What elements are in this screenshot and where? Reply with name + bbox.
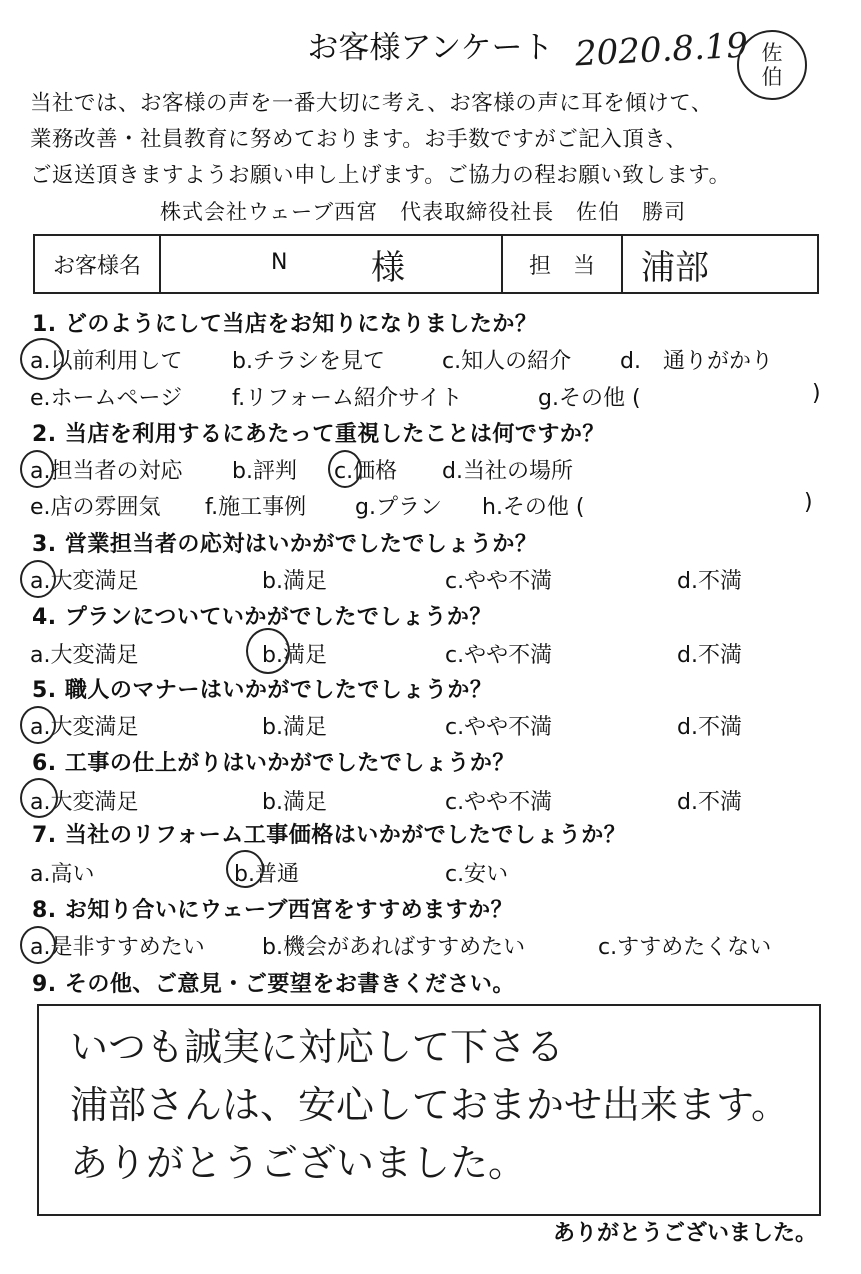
- question-8: 8. お知り合いにウェーブ西宮をすすめますか？: [32, 898, 514, 923]
- option-3d: d.不満: [677, 569, 742, 594]
- question-1: 1. どのようにして当店をお知りになりましたか？: [32, 312, 538, 337]
- seal-char: 伯: [761, 65, 783, 89]
- option-2a: a.担当者の対応: [30, 459, 183, 484]
- question-7: 7. 当社のリフォーム工事価格はいかがでしたでしょうか？: [32, 823, 627, 848]
- option-7c: c.安い: [445, 862, 509, 887]
- intro-line: 当社では、お客様の声を一番大切に考え、お客様の声に耳を傾けて、: [30, 91, 713, 116]
- comment-line: 浦部さんは、安心しておまかせ出来ます。: [70, 1083, 789, 1127]
- option-2h: h.その他 (: [482, 495, 585, 520]
- intro-line: 業務改善・社員教育に努めております。お手数ですがご記入頂き、: [30, 127, 688, 152]
- option-4c: c.やや不満: [445, 643, 553, 668]
- option-3a: a.大変満足: [30, 569, 139, 594]
- option-1e: e.ホームページ: [30, 386, 183, 411]
- option-2e: e.店の雰囲気: [30, 495, 161, 520]
- option-8b: b.機会があればすすめたい: [262, 935, 526, 960]
- option-2b: b.評判: [232, 459, 297, 484]
- option-2h-close: ): [804, 490, 813, 515]
- option-5a: a.大変満足: [30, 715, 139, 740]
- question-5: 5. 職人のマナーはいかがでしたでしょうか？: [32, 678, 493, 703]
- customer-sama: 様: [371, 248, 405, 288]
- comment-line: いつも誠実に対応して下さる: [70, 1025, 565, 1069]
- question-4: 4. プランについていかがでしたでしょうか？: [32, 605, 492, 630]
- option-1b: b.チラシを見て: [232, 349, 385, 374]
- option-1g-close: ): [812, 381, 821, 406]
- selected-circle: [328, 450, 362, 488]
- staff-label: 担 当: [502, 235, 622, 293]
- option-8c: c.すすめたくない: [598, 935, 772, 960]
- option-6b: b.満足: [262, 790, 327, 815]
- option-6d: d.不満: [677, 790, 742, 815]
- option-2f: f.施工事例: [205, 495, 307, 520]
- footer-thanks: ありがとうございました。: [552, 1221, 817, 1246]
- question-2: 2. 当店を利用するにあたって重視したことは何ですか？: [32, 422, 605, 447]
- option-2c: c.価格: [334, 459, 398, 484]
- customer-table: [33, 234, 819, 294]
- option-4a: a.大変満足: [30, 643, 139, 668]
- company-line: 株式会社ウェーブ西宮 代表取締役社長 佐伯 勝司: [160, 200, 687, 224]
- option-1f: f.リフォーム紹介サイト: [232, 386, 463, 411]
- option-8a: a.是非すすめたい: [30, 935, 205, 960]
- option-2g: g.プラン: [355, 495, 442, 520]
- option-7a: a.高い: [30, 862, 95, 887]
- question-9: 9. その他、ご意見・ご要望をお書きください。: [32, 972, 515, 997]
- intro-line: ご返送頂きますようお願い申し上げます。ご協力の程お願い致します。: [30, 163, 731, 188]
- survey-title: お客様アンケート: [307, 30, 554, 66]
- option-5c: c.やや不満: [445, 715, 553, 740]
- seal-char: 佐: [761, 41, 783, 65]
- option-1c: c.知人の紹介: [442, 349, 572, 374]
- selected-circle: [20, 926, 56, 964]
- selected-circle: [20, 778, 58, 818]
- option-6a: a.大変満足: [30, 790, 139, 815]
- option-2d: d.当社の場所: [442, 459, 573, 484]
- question-6: 6. 工事の仕上がりはいかがでしたでしょうか？: [32, 751, 515, 776]
- option-6c: c.やや不満: [445, 790, 553, 815]
- option-1d: d. 通りがかり: [620, 349, 773, 374]
- comment-line: ありがとうございました。: [70, 1141, 527, 1185]
- selected-circle: [226, 850, 264, 888]
- option-3b: b.満足: [262, 569, 327, 594]
- customer-name-label: お客様名: [34, 235, 160, 293]
- staff-value: 浦部: [622, 235, 818, 293]
- customer-name-value: N: [271, 250, 288, 275]
- customer-name-cell: [160, 235, 502, 293]
- option-1a: a.以前利用して: [30, 349, 183, 374]
- selected-circle: [20, 338, 64, 380]
- seal-stamp: [737, 30, 807, 100]
- option-1g: g.その他 (: [538, 386, 641, 411]
- option-4b: b.満足: [262, 643, 327, 668]
- question-3: 3. 営業担当者の応対はいかがでしたでしょうか？: [32, 532, 538, 557]
- option-5d: d.不満: [677, 715, 742, 740]
- option-7b: b.普通: [234, 862, 299, 887]
- selected-circle: [20, 706, 56, 744]
- option-4d: d.不満: [677, 643, 742, 668]
- handwritten-date: 2020.8.19: [574, 25, 749, 75]
- option-5b: b.満足: [262, 715, 327, 740]
- option-3c: c.やや不満: [445, 569, 553, 594]
- selected-circle: [246, 628, 290, 674]
- selected-circle: [20, 560, 56, 598]
- selected-circle: [20, 450, 54, 488]
